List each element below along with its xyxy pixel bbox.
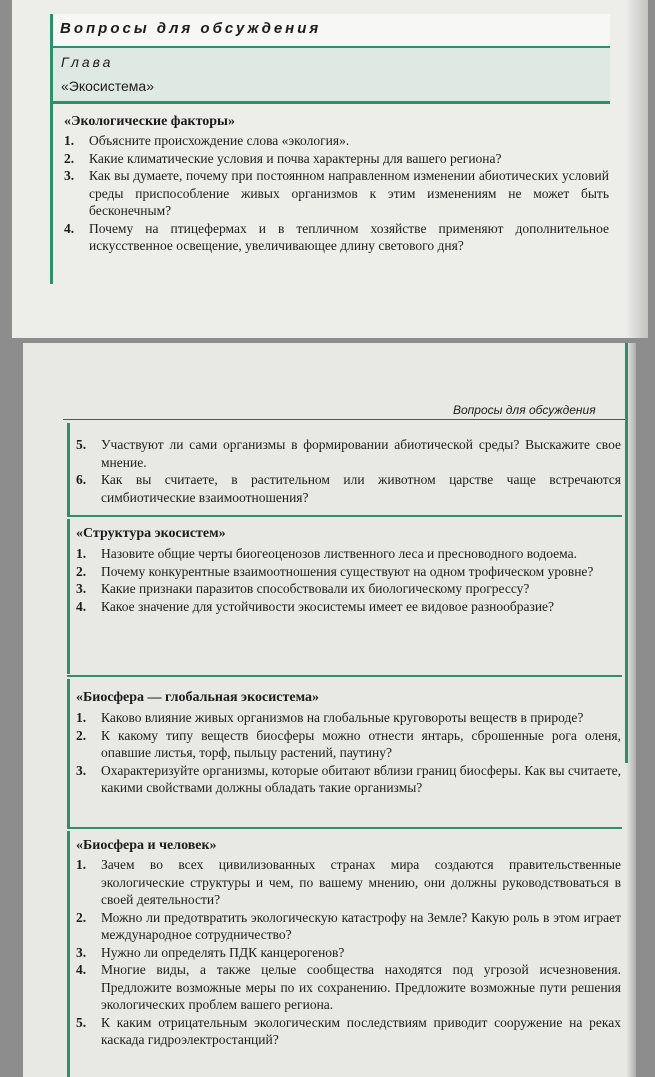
question-text: Как вы думаете, почему при постоянном направленном изменении абиотических условий среды приспособление живых организмов к этим изменениям не может быть бесконечным? [89,168,609,218]
question-item [64,220,609,255]
question-number: 4. [64,220,75,236]
question-item [76,856,621,909]
question-number: 5. [76,437,87,452]
header-band [50,14,610,48]
question-text: Назовите общие черты биогеоценозов лиственного леса и пресноводного водоема. [101,546,577,561]
section-divider [67,675,622,677]
question-item [76,961,621,1014]
chapter-box [53,48,610,104]
question-number: 2. [76,727,87,743]
left-accent-bar [67,831,70,1077]
question-text: Можно ли предотвратить экологическую катастрофу на Земле? Какую роль в этом играет международное сотрудничество? [101,909,621,942]
question-text: Какие признаки паразитов способствовали их биологическому прогрессу? [101,581,530,596]
question-item [76,727,621,762]
question-list [76,436,621,506]
question-list [76,856,621,1049]
question-item [76,709,621,727]
question-number: 1. [64,133,75,148]
question-number: 1. [76,546,87,561]
question-item [64,150,609,168]
question-text: Какие климатические условия и почва характерны для вашего региона? [89,150,502,166]
question-text: Зачем во всех цивилизованных странах мира создаются правительственные экологические структуры и чем, по вашему мнению, они должны руководствоваться в своей деятельности? [101,857,621,907]
question-number: 5. [76,1014,87,1030]
question-number: 2. [76,563,87,579]
chapter-name: «Экосистема» [61,78,154,94]
question-number: 3. [64,168,75,183]
question-item [76,944,621,962]
page-shadow [626,0,648,338]
question-number: 3. [76,762,87,778]
section-divider [67,515,622,517]
question-text: Многие виды, а также целые сообщества находятся под угрозой исчезновения. Предложите возможные меры по их сохранению. Предложите возможные пути решения экологических проблем вашего региона. [101,962,621,1012]
question-list [76,709,621,797]
question-item [76,436,621,471]
question-number: 2. [76,909,87,925]
question-text: Какое значение для устойчивости экосистемы имеет ее видовое разнообразие? [101,598,555,614]
question-number: 4. [76,598,87,614]
question-item [76,1014,621,1049]
question-number: 4. [76,962,87,977]
header-title: Вопросы для обсуждения [60,20,322,37]
question-item [76,471,621,506]
question-item [64,132,609,150]
section-title: «Биосфера и человек» [76,838,217,853]
section-title: «Экологические факторы» [64,114,235,129]
left-accent-bar [67,423,70,515]
question-item [76,580,621,598]
question-item [76,909,621,944]
question-text: Как вы считаете, в растительном или животном царстве чаще встречаются симбиотические взаимоотношения? [101,472,621,505]
question-text: Охарактеризуйте организмы, которые обитают вблизи границ биосферы. Как вы считаете, какими свойствами должны обладать такие организмы? [101,762,621,795]
question-text: К какому типу веществ биосферы можно отнести янтарь, сброшенные рога оленя, опавшие листья, торф, пыльцу растений, паутину? [101,727,621,760]
question-number: 3. [76,581,87,596]
question-item [76,563,621,581]
question-text: Почему на птицефермах и в тепличном хозяйстве применяют дополнительное искусственное освещение, увеличивающее длину светового дня? [89,220,609,253]
question-text: Каково влияние живых организмов на глобальные круговороты веществ в природе? [101,710,584,725]
divider-rule [63,419,625,420]
running-head: Вопросы для обсуждения [453,403,596,417]
question-text: Объясните происхождение слова «экология». [89,133,350,148]
question-list [64,132,609,255]
question-item [76,762,621,797]
question-number: 1. [76,710,87,725]
question-item [76,598,621,616]
question-text: Нужно ли определять ПДК канцерогенов? [101,944,345,960]
left-accent-bar [67,679,70,827]
right-accent-bar [625,343,628,763]
question-text: Почему конкурентные взаимоотношения существуют на одном трофическом уровне? [101,563,594,579]
section-title: «Биосфера — глобальная экосистема» [76,690,320,705]
question-item [64,167,609,220]
section-divider [67,827,622,829]
question-number: 1. [76,857,87,872]
chapter-label: Глава [61,54,114,70]
question-item [76,545,621,563]
question-number: 6. [76,472,87,487]
question-number: 3. [76,944,87,960]
question-number: 2. [64,150,75,166]
question-list [76,545,621,615]
section-title: «Структура экосистем» [76,526,226,541]
question-text: Участвуют ли сами организмы в формировании абиотической среды? Выскажите свое мнение. [101,437,621,470]
left-accent-bar [67,519,70,674]
question-text: К каким отрицательным экологическим последствиям приводит сооружение на реках каскада гидроэлектростанций? [101,1014,621,1047]
